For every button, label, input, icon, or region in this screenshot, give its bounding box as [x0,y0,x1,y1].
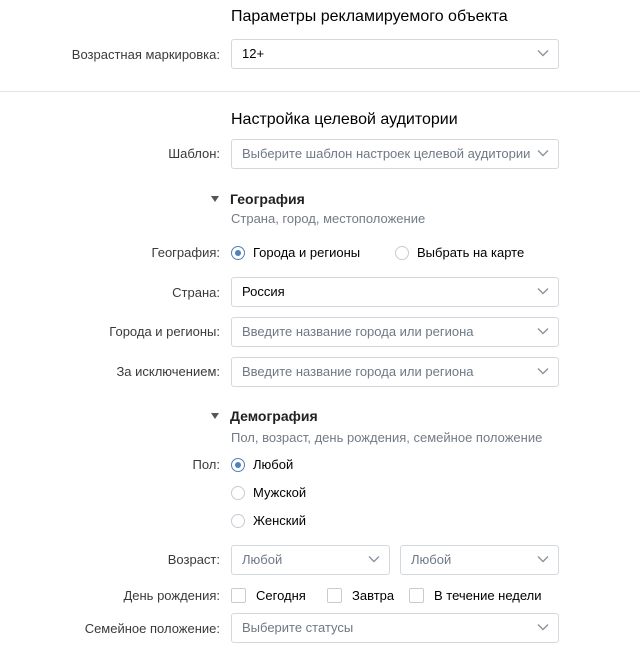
radio-sex-any-label[interactable]: Любой [253,457,294,472]
radio-sex-male-label[interactable]: Мужской [253,485,307,500]
radio-sex-any[interactable] [231,458,245,472]
radio-cities-regions[interactable] [231,246,245,260]
marital-placeholder: Выберите статусы [242,620,354,635]
marital-label: Семейное положение: [84,621,220,636]
age-marking-label: Возрастная маркировка: [71,47,220,62]
checkbox-birthday-week[interactable] [409,588,424,603]
checkbox-birthday-tomorrow[interactable] [327,588,342,603]
radio-pick-on-map-label[interactable]: Выбрать на карте [417,245,525,260]
age-to-select[interactable] [400,545,559,575]
chevron-down-icon [537,623,549,631]
radio-pick-on-map[interactable] [395,246,409,260]
exclude-input[interactable] [231,357,559,387]
chevron-down-icon [537,555,549,563]
exclude-placeholder: Введите название города или региона [242,364,474,379]
template-placeholder: Выберите шаблон настроек целевой аудитории [242,146,531,161]
checkbox-birthday-tomorrow-label[interactable]: Завтра [352,588,395,603]
audience-title: Настройка целевой аудитории [231,111,458,128]
age-to-value: Любой [411,552,452,567]
cities-placeholder: Введите название города или региона [242,324,474,339]
sex-label: Пол: [192,457,220,472]
country-value: Россия [242,284,285,299]
radio-sex-female-label[interactable]: Женский [253,513,306,528]
geo-mode-label: География: [151,245,220,260]
exclude-label: За исключением: [116,364,220,379]
country-label: Страна: [172,285,220,300]
section-divider [0,91,640,92]
age-label: Возраст: [167,552,220,567]
cities-input[interactable] [231,317,559,347]
object-params-title: Параметры рекламируемого объекта [231,8,508,25]
radio-cities-regions-label[interactable]: Города и регионы [253,245,361,260]
chevron-down-icon [537,149,549,157]
chevron-down-icon [368,555,380,563]
collapse-triangle-icon[interactable] [211,196,219,202]
birthday-label: День рождения: [123,588,220,603]
age-marking-value: 12+ [242,46,265,61]
checkbox-birthday-week-label[interactable]: В течение недели [434,588,542,603]
cities-label: Города и регионы: [109,324,220,339]
chevron-down-icon [537,287,549,295]
geo-subtitle: Страна, город, местоположение [231,211,426,226]
chevron-down-icon [537,367,549,375]
marital-select[interactable] [231,613,559,643]
radio-sex-male[interactable] [231,486,245,500]
collapse-triangle-icon[interactable] [211,413,219,419]
age-marking-select[interactable] [231,39,559,69]
template-select[interactable] [231,139,559,169]
age-from-value: Любой [242,552,283,567]
checkbox-birthday-today[interactable] [231,588,246,603]
checkbox-birthday-today-label[interactable]: Сегодня [256,588,306,603]
country-select[interactable] [231,277,559,307]
chevron-down-icon [537,327,549,335]
chevron-down-icon [537,49,549,57]
age-from-select[interactable] [231,545,390,575]
radio-sex-female[interactable] [231,514,245,528]
demo-heading[interactable]: Демография [230,408,318,424]
template-label: Шаблон: [168,146,220,161]
demo-subtitle: Пол, возраст, день рождения, семейное положение [231,430,543,445]
geo-heading[interactable]: География [230,191,305,207]
